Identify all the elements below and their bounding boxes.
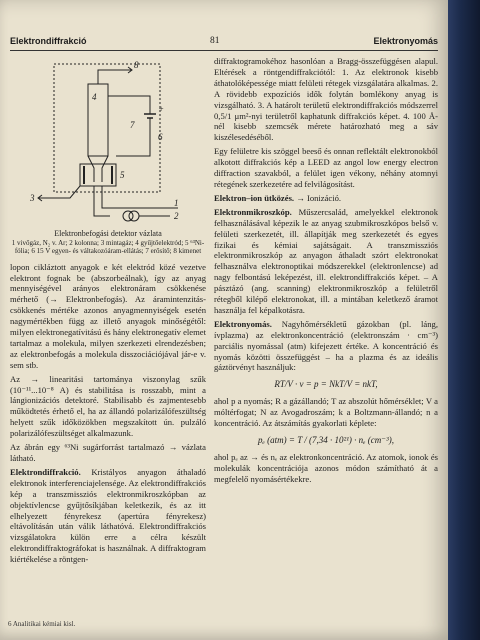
right-paragraph-4	[214, 207, 438, 316]
page-footer: 6 Analitikai kémiai kisl.	[8, 620, 76, 628]
header-left-title: Elektrondiffrakció	[10, 36, 87, 46]
left-paragraph-2: Az → linearitási tartománya viszonylag szűk (10⁻¹¹...10⁻⁸ A) és stabilitása is rosszabb, mint a lángionizációs detektoré. Stabilisabb és zajmentesebb működtetés érhető el, ha az állandó polarizálófeszültség helyett szűk időközökben megszakított ún. pulzáló polarizálófeszültséget alkalmazunk.	[10, 373, 206, 439]
right-paragraph-3	[214, 193, 438, 204]
right-column	[214, 56, 438, 488]
output-wire	[98, 70, 122, 84]
book-cover-edge	[448, 0, 480, 640]
fig-label-7: 7	[130, 120, 135, 130]
fig-label-3: 3	[30, 193, 35, 203]
fig-label-5: 5	[120, 170, 125, 180]
right-paragraph-6: ahol p a nyomás; R a gázállandó; T az abszolút hőmérséklet; V a móltérfogat; N az Avogadroszám; k a Boltzmann-állandó; n a koncentráció. Az átszámítás gyakorlati képlete:	[214, 396, 438, 429]
carrier-line-2	[102, 186, 160, 208]
left-paragraph-4	[10, 467, 206, 565]
page-number: 81	[210, 36, 220, 46]
fig-label-8: 8	[134, 60, 139, 70]
entry-body-elektronmikroszkop: Műszercsalád, amelyekkel elektronok felhasználásával képezik le az anyag szubmikroszkópos belső v. felületi szerkezetét, ill. állapítják meg szerkezetét és egyes fizikai és kémiai sajátságait. A transzmissziós elektronmikroszkóp az anyagon áthaladt szórt elektronokat felhasználva elektronoptikai módszerekkel (elektronlencse) ad nagy felbontású leképezést, ill. elektrondiffrakciós képet. – A pásztázó (ang. scanning) elektronmikroszkóp a felületről rétegből kilépő elektronokat, ill. a mintában keletkező áramot használja fel képalkotásra.	[214, 206, 438, 315]
fig-label-1: 1	[174, 198, 179, 208]
equation-1: RT/V · ν = p = NkT/V = nkT,	[274, 379, 378, 390]
collector-neck	[88, 156, 108, 182]
entry-head-elektronmikroszkop: Elektronmikroszkóp.	[214, 206, 292, 217]
coil-1	[123, 211, 133, 221]
fig-label-6: 6	[158, 132, 163, 142]
figure-caption-title: Elektronbefogási detektor vázlata	[54, 229, 162, 238]
header-right-title: Elektronyomás	[373, 36, 438, 46]
circuit-wire-top	[108, 96, 150, 114]
housing-outline	[54, 64, 160, 192]
fig-label-4: 4	[92, 92, 97, 102]
right-paragraph-7: ahol pₑ az → és nₑ az elektronkoncentráció. Az atomok, ionok és molekulák koncentrációja azonos módon számítható át a megfelelő nyomásértékekre.	[214, 451, 438, 484]
left-paragraph-1: lopon cikláztott anyagok e két elektród közé vezetve elektront fognak be (abszorbeálnak), így az anyag mennyiségével arányos elektronáram csökkenése mérhető (→ Elektronbefogás). Az áramintenzitás-csökkenés mértéke azonos anyagmennyiségek esetén nagymértékben függ az illető anyagok minőségétől: milyen elektronegatívitású és hány elektronegatív elemet tartalmaz a molekula, milyen szerkezeti elrendezésben; az elektronbefogás a molekula disszociációjával jár-e v. sem stb.	[10, 261, 206, 370]
running-header	[10, 36, 438, 50]
figure-caption-text: 1 vivőgáz, N₂ v. Ar; 2 kolonna; 3 mintagáz; 4 gyűjtőelektród; 5 ⁶³Ni-fólia; 6 15 V egyen- és váltakozóáram-ellátás; 7 erősítő; 8 kimenet	[11, 239, 205, 256]
right-paragraph-5	[214, 319, 438, 374]
fig-label-2: 2	[174, 211, 179, 221]
detector-diagram-svg	[10, 56, 206, 228]
left-paragraph-3: Az ábrán egy ⁶³Ni sugárforrást tartalmazó → vázlata látható.	[10, 442, 206, 464]
fig-label-plus: +	[158, 104, 165, 114]
entry-head-elektronyomas: Elektronyomás.	[214, 318, 272, 329]
equation-2: pₑ (atm) = T / (7,34 · 10²¹) · nₑ (cm⁻³),	[258, 435, 394, 445]
right-paragraph-1: diffraktogramokéhoz hasonlóan a Bragg-összefüggésen alapul. Eltérések a röntgendiffrakciótól: 1. Az elektronok kisebb áthatolóképessége miatt felületi rétegek vizsgálatára alkalmas. 2. A rövidebb expozíciós idők folytán bomlékony anyag is vizsgálható. 3. A határolt területű elektrondiffrakciós módszerrel 0,5/1 μm²-nyi területről kaphatunk diffrakciós képet. 4. 100 Å-nél kisebb szemcsék mérete határozható meg a sáv kiszélesedéséből.	[214, 56, 438, 143]
entry-body-elektronyomas: Nagyhőmérsékletű gázokban (pl. láng, ívplazma) az elektronkoncentráció (elektronszám · cm⁻³) parciális nyomással (atm) kifejezett értéke. A koncentráció és nyomás közötti összefüggést – ha a plazma és az ideális gáztörvényt használjuk:	[214, 318, 438, 373]
entry-head-elektron-ion: Elektron–ion ütközés.	[214, 192, 295, 203]
figure-caption	[10, 230, 206, 256]
collector-electrode	[88, 84, 108, 156]
header-rule	[10, 50, 438, 51]
coil-2	[129, 211, 139, 221]
ni-foil	[84, 166, 112, 184]
detector-diagram	[10, 56, 206, 228]
entry-head-elektrondiffrakcio: Elektrondiffrakció.	[10, 466, 81, 477]
left-column	[10, 56, 206, 568]
entry-body-elektrondiffrakcio: Kristályos anyagon áthaladó elektronok interferenciajelensége. Az elektrondiffrakciós kép a transzmissziós elektronmikroszkópban az objektívlencse gyűjtősíkjában keletkezik, és az itt elhelyezett fényrekesz (apertúra fényrekesz) eltávolításán után válik láthatóvá. Elektrondiffrakciós vizsgálatokra külön erre a célra készült elektrondiffraktográfokat is használnak. A diffraktogram kiértékelése a röntgen-	[10, 466, 206, 565]
ni-foil-holder	[80, 164, 116, 186]
entry-body-elektron-ion: → Ionizáció.	[296, 192, 342, 203]
right-paragraph-2: Egy felületre kis szöggel beeső és onnan reflektált elektronokból alkotott diffrakciós kép a LEED az angol low energy electron diffraction szavakból, a felület igen vékony, néhány atomnyi rétegének szerkezetére ad felvilágosítást.	[214, 146, 438, 189]
